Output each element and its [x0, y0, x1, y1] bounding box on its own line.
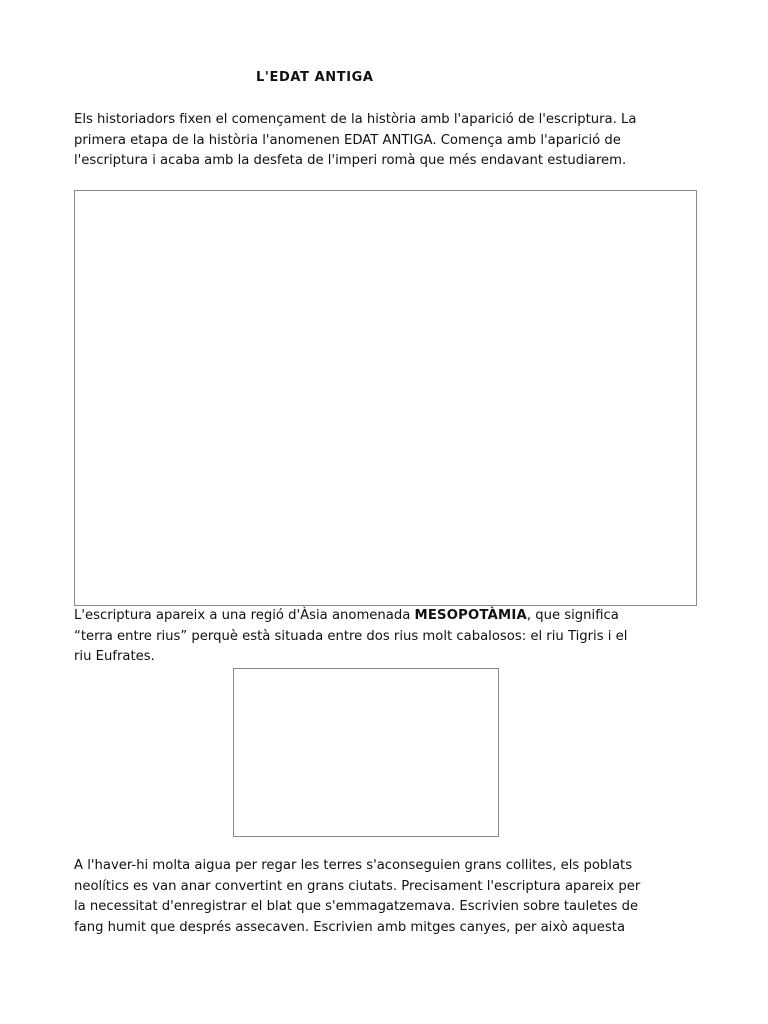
intro-paragraph: [74, 110, 636, 172]
mesopotamia-line: riu Eufrates.: [74, 649, 155, 664]
closing-line: neolítics es van anar convertint en grans ciutats. Precisament l'escriptura apareix per: [74, 878, 641, 894]
mesopotamia-text-before: L'escriptura apareix a una regió d'Àsia anomenada: [74, 608, 415, 623]
intro-line: l'escriptura i acaba amb la desfeta de l'imperi romà que més endavant estudiarem.: [74, 153, 627, 168]
intro-line: primera etapa de la història l'anomenen EDAT ANTIGA. Comença amb l'aparició de: [74, 132, 621, 148]
image-placeholder-large: [74, 190, 697, 606]
closing-line: la necessitat d'enregistrar el blat que s'emmagatzemava. Escrivien sobre tauletes de: [74, 899, 639, 914]
mesopotamia-line: [74, 606, 627, 627]
image-placeholder-small: [233, 668, 499, 837]
mesopotamia-line: “terra entre rius” perquè està situada entre dos rius molt cabalosos: el riu Tigris i el: [74, 628, 628, 644]
closing-paragraph: [74, 856, 640, 938]
mesopotamia-paragraph: [74, 606, 627, 668]
mesopotamia-keyword: MESOPOTÀMIA: [414, 608, 527, 623]
page-title: L'EDAT ANTIGA: [256, 70, 374, 85]
intro-line: Els historiadors fixen el començament de la història amb l'aparició de l'escriptura. La: [74, 112, 637, 127]
closing-line: A l'haver-hi molta aigua per regar les terres s'aconseguien grans collites, els poblats: [74, 858, 633, 873]
mesopotamia-text-after: , que significa: [526, 608, 619, 623]
closing-line: fang humit que després assecaven. Escrivien amb mitges canyes, per això aquesta: [74, 919, 626, 935]
